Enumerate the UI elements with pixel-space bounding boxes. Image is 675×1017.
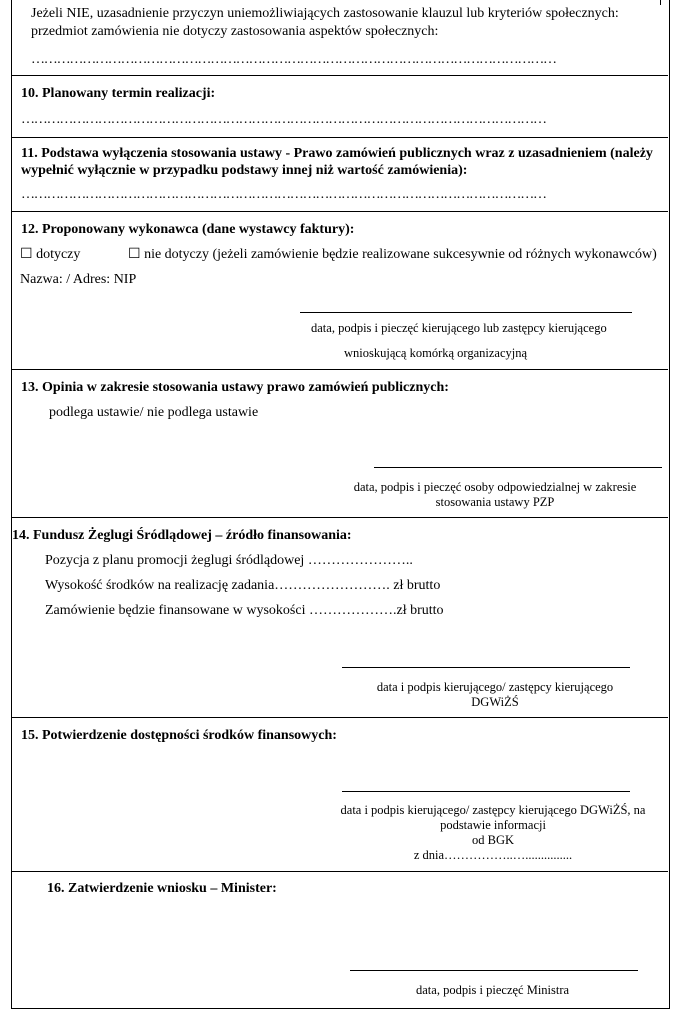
contractor-fields-label: Nazwa: / Adres: NIP bbox=[20, 272, 137, 287]
funds-amount-field[interactable]: Wysokość środków na realizację zadania……………………. zł brutto bbox=[45, 578, 441, 593]
signature-line bbox=[342, 667, 630, 668]
signature-line bbox=[342, 791, 630, 792]
section-12-signature-caption: data, podpis i pieczęć kierującego lub zastępcy kierującego bbox=[311, 321, 607, 335]
social-clauses-justification-line2: przedmiot zamówienia nie dotyczy zastosowania aspektów społecznych: bbox=[31, 24, 439, 39]
section-15-signature-caption-line3: od BGK bbox=[471, 833, 515, 847]
section-15-title: 15. Potwierdzenie dostępności środków finansowych: bbox=[21, 728, 337, 743]
section-10 bbox=[11, 75, 668, 76]
checkbox-nie-dotyczy-label: nie dotyczy (jeżeli zamówienie będzie realizowane sukcesywnie od różnych wykonawców) bbox=[144, 247, 657, 262]
section-11-title-line1: 11. Podstawa wyłączenia stosowania ustawy - Prawo zamówień publicznych wraz z uzasadnieniem (należy bbox=[21, 146, 653, 161]
section-13-signature-caption-line1: data, podpis i pieczęć osoby odpowiedzialnej w zakresie bbox=[353, 480, 637, 494]
section-11 bbox=[11, 137, 668, 138]
section-14-signature-caption-line1: data i podpis kierującego/ zastępcy kierującego bbox=[376, 680, 614, 694]
section-14-title: 14. Fundusz Żeglugi Śródlądowej – źródło finansowania: bbox=[12, 528, 352, 543]
checkbox-dotyczy[interactable] bbox=[20, 247, 80, 263]
section-13-title: 13. Opinia w zakresie stosowania ustawy prawo zamówień publicznych: bbox=[21, 380, 449, 395]
promotion-plan-position-field[interactable]: Pozycja z planu promocji żeglugi śródlądowej ………………….. bbox=[45, 553, 413, 568]
section-15-date-field[interactable]: z dnia……………..…............... bbox=[413, 848, 573, 862]
section-10-title: 10. Planowany termin realizacji: bbox=[21, 86, 216, 101]
signature-line bbox=[350, 970, 638, 971]
social-clauses-dotted-field[interactable]: …………………………………………………………………………………………………………… bbox=[31, 52, 556, 67]
section-14-signature-caption bbox=[330, 680, 660, 710]
realization-date-field[interactable]: …………………………………………………………………………………………………………… bbox=[21, 112, 546, 127]
section-15-signature-caption bbox=[318, 803, 668, 863]
section-12-title: 12. Proponowany wykonawca (dane wystawcy faktury): bbox=[21, 222, 355, 237]
social-clauses-justification-line1: Jeżeli NIE, uzasadnienie przyczyn uniemożliwiających zastosowanie klauzul lub kryteriów społecznych: bbox=[31, 6, 619, 21]
section-11-title-line2: wypełnić wyłącznie w przypadku podstawy innej niż wartość zamówienia): bbox=[21, 163, 468, 178]
checkbox-icon: ☐ bbox=[20, 247, 33, 262]
checkbox-dotyczy-label: dotyczy bbox=[36, 247, 81, 262]
section-13-signature-caption bbox=[330, 480, 660, 510]
section-16-title: 16. Zatwierdzenie wniosku – Minister: bbox=[47, 881, 277, 896]
section-16-signature-caption: data, podpis i pieczęć Ministra bbox=[416, 983, 570, 997]
section-15-signature-caption-line2: podstawie informacji bbox=[440, 818, 546, 832]
financing-amount-field[interactable]: Zamówienie będzie finansowane w wysokości ……………….zł brutto bbox=[45, 603, 444, 618]
section-14 bbox=[11, 517, 668, 518]
checkbox-nie-dotyczy[interactable] bbox=[128, 247, 657, 263]
section-15-signature-caption-line1: data i podpis kierującego/ zastępcy kierującego DGWiŻŚ, na bbox=[340, 803, 646, 817]
section-15 bbox=[11, 717, 668, 718]
signature-line bbox=[374, 467, 662, 468]
section-13-signature-caption-line2: stosowania ustawy PZP bbox=[435, 495, 555, 509]
signature-line bbox=[300, 312, 632, 313]
section-12 bbox=[11, 211, 668, 212]
section-13 bbox=[11, 369, 668, 370]
section-14-signature-caption-line2: DGWiŻŚ bbox=[471, 695, 519, 709]
section-16 bbox=[11, 871, 668, 872]
checkbox-icon: ☐ bbox=[128, 247, 141, 262]
section-12-signature-caption-2: wnioskującą komórką organizacyjną bbox=[344, 346, 528, 360]
exemption-basis-field[interactable]: …………………………………………………………………………………………………………… bbox=[21, 187, 546, 202]
pzp-applicability-text: podlega ustawie/ nie podlega ustawie bbox=[49, 405, 259, 420]
